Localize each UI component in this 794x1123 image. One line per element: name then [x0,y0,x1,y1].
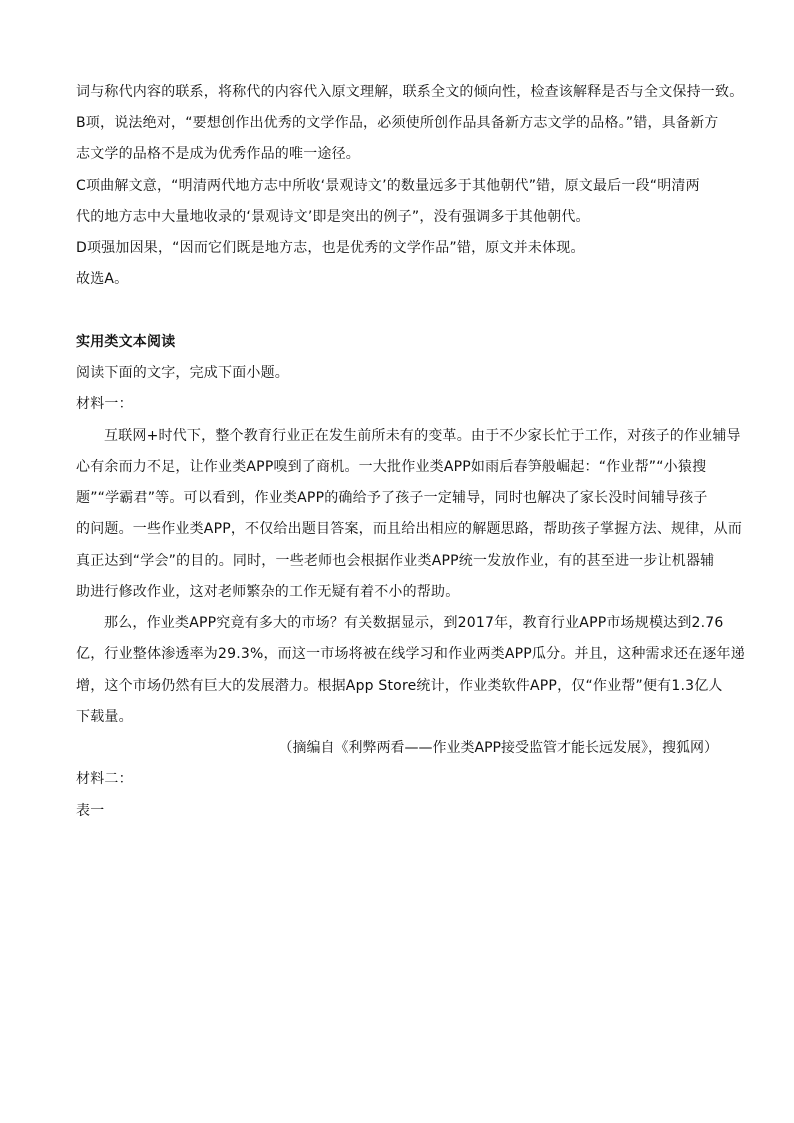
analysis-line-1: 词与称代内容的联系，将称代的内容代入原文理解，联系全文的倾向性，检查该解释是否与全文保持一致。 [76,84,744,100]
p2-line-3: 增，这个市场仍然有巨大的发展潜力。根据App Store统计，作业类软件APP，仅“作业帮”便有1.3亿人 [76,678,723,694]
source-citation: （摘编自《利弊两看——作业类APP接受监管才能长远发展》，搜狐网） [278,740,718,756]
analysis-line-3: 志文学的品格不是成为优秀作品的唯一途径。 [76,146,360,162]
p1-line-6: 助进行修改作业，这对老师繁杂的工作无疑有着不小的帮助。 [76,584,460,600]
analysis-line-7: 故选A。 [76,271,129,287]
p1-line-4: 的问题。一些作业类APP，不仅给出题目答案，而且给出相应的解题思路，帮助孩子掌握方法、规律，从而 [76,521,743,537]
analysis-line-6: D项强加因果，“因而它们既是地方志，也是优秀的文学作品”错，原文并未体现。 [76,240,585,256]
p1-line-3: 题”“学霸君”等。可以看到，作业类APP的确给予了孩子一定辅导，同时也解决了家长没时间辅导孩子 [76,490,708,506]
section-title: 实用类文本阅读 [76,334,176,350]
analysis-line-5: 代的地方志中大量地收录的‘景观诗文’即是突出的例子”，没有强调多于其他朝代。 [76,209,590,225]
material-1-label: 材料一： [76,396,133,412]
p2-line-1: 那么，作业类APP究竟有多大的市场？有关数据显示，到2017年，教育行业APP市场规模达到2.76 [104,615,724,631]
analysis-line-4: C项曲解文意，“明清两代地方志中所收‘景观诗文’的数量远多于其他朝代”错，原文最后一段“明清两 [76,178,700,194]
p2-line-2: 亿，行业整体渗透率为29.3%，而这一市场将被在线学习和作业两类APP瓜分。并且，这种需求还在逐年递 [76,646,745,662]
p1-line-5: 真正达到“学会”的目的。同时，一些老师也会根据作业类APP统一发放作业，有的甚至进一步让机器辅 [76,553,715,569]
material-2-label: 材料二： [76,771,133,787]
p2-line-4: 下载量。 [76,709,133,725]
instruction: 阅读下面的文字，完成下面小题。 [76,365,289,381]
analysis-line-2: B项，说法绝对，“要想创作出优秀的文学作品，必须使所创作品具备新方志文学的品格。”错，具备新方 [76,115,719,131]
p1-line-1: 互联网+时代下，整个教育行业正在发生前所未有的变革。由于不少家长忙于工作，对孩子的作业辅导 [104,428,741,444]
table-label: 表一 [76,803,105,819]
p1-line-2: 心有余而力不足，让作业类APP嗅到了商机。一大批作业类APP如雨后春笋般崛起：“作业帮”“小猿搜 [76,459,707,475]
